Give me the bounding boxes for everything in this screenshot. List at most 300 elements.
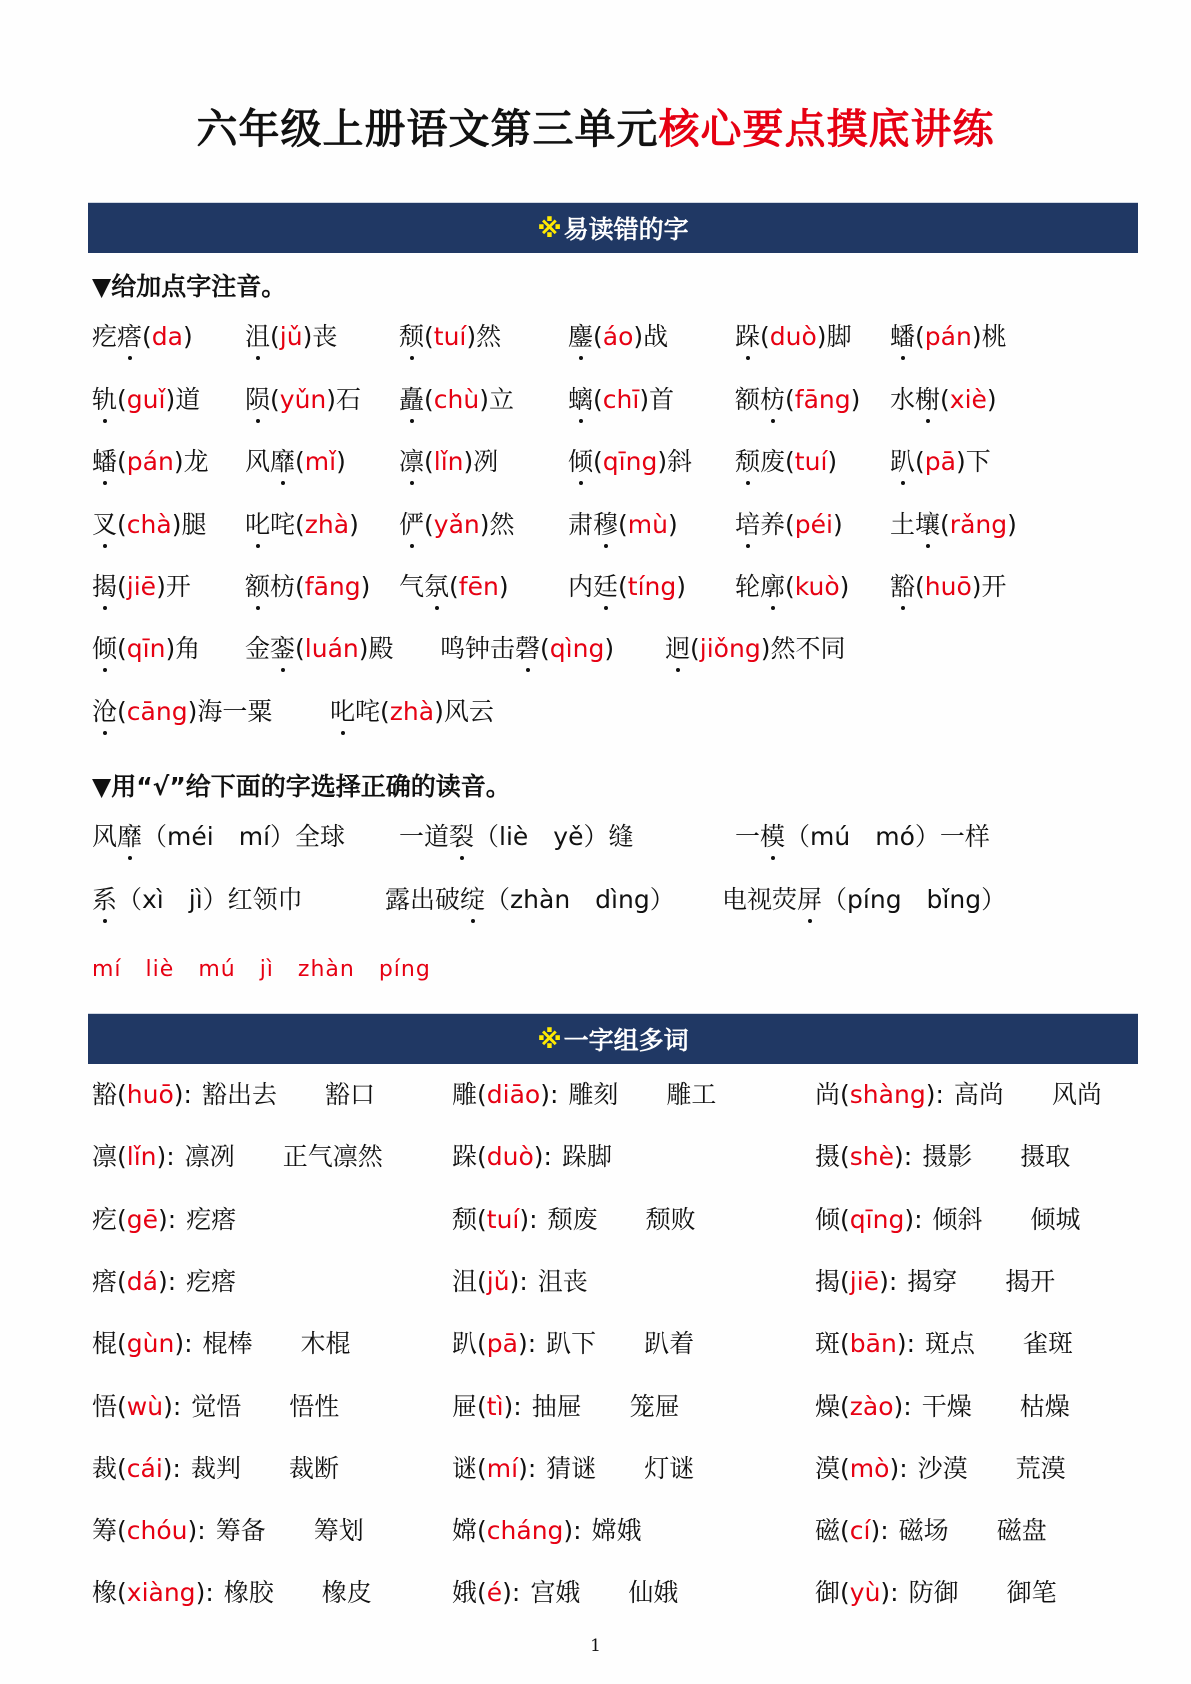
- word-group-row: [452, 1516, 642, 1546]
- pinyin: duò: [486, 1142, 534, 1172]
- paren: (: [270, 385, 280, 414]
- pinyin: pán: [924, 322, 972, 351]
- annotate-item: [735, 572, 849, 602]
- paren: ):: [503, 1391, 522, 1421]
- word: 趴下: [546, 1329, 597, 1359]
- annotate-item: [735, 510, 843, 540]
- word: 宫娥: [530, 1578, 581, 1608]
- paren: (: [540, 634, 550, 663]
- dotted-char: 蟠: [92, 447, 118, 476]
- head-char: 橡: [92, 1578, 118, 1608]
- paren: ): [498, 572, 509, 601]
- paren: (: [618, 510, 628, 539]
- word: 棍棒: [202, 1329, 253, 1359]
- dotted-char: 揭: [92, 572, 118, 601]
- paren: ):: [563, 1516, 582, 1546]
- pinyin: tuí: [433, 322, 467, 351]
- dotted-char: 倾: [568, 447, 594, 476]
- char: 肃: [568, 510, 594, 539]
- head-char: 尚: [815, 1080, 841, 1109]
- pinyin: mò: [849, 1453, 890, 1483]
- paren: (: [840, 1142, 850, 1172]
- paren: (: [117, 1204, 127, 1234]
- paren: ): [971, 322, 982, 351]
- pinyin: shàng: [849, 1080, 926, 1109]
- answer: jì: [259, 957, 274, 982]
- pinyin: mí: [486, 1453, 519, 1483]
- char: 鸣钟击: [440, 634, 516, 663]
- annotate-item: [890, 510, 1017, 540]
- head-char: 漠: [815, 1453, 841, 1483]
- word: 磁场: [898, 1516, 949, 1546]
- paren: (: [380, 697, 390, 726]
- paren: ): [633, 322, 644, 351]
- char: 金: [245, 634, 271, 663]
- word: 嫦娥: [591, 1516, 642, 1546]
- paren: ):: [518, 1453, 537, 1483]
- pinyin: zhà: [389, 697, 435, 726]
- word: 抽屉: [531, 1391, 582, 1421]
- paren: (: [477, 1266, 487, 1296]
- paren: ):: [533, 1142, 552, 1172]
- pinyin: tíng: [627, 572, 677, 601]
- pinyin: xiàng: [126, 1578, 196, 1608]
- annotate-item: [245, 572, 370, 602]
- paren: ):: [870, 1516, 889, 1546]
- dotted-char: 陨: [245, 385, 271, 414]
- pinyin: da: [151, 322, 183, 351]
- paren: (: [940, 385, 950, 414]
- paren: ): [165, 634, 176, 663]
- char: 然: [476, 322, 502, 351]
- char: 露出破: [385, 885, 461, 914]
- dotted-char: 沧: [92, 697, 118, 726]
- word-group-row: [92, 1578, 372, 1608]
- answer: píng: [378, 957, 431, 982]
- dotted-char: 叱: [245, 510, 271, 539]
- paren: (: [840, 1453, 850, 1483]
- annotate-item: [735, 385, 860, 415]
- dotted-char: 鏖: [568, 322, 594, 351]
- paren: ):: [174, 1329, 193, 1359]
- paren: (: [593, 322, 603, 351]
- word-group-row: [815, 1329, 1073, 1359]
- word-group-row: [92, 1142, 383, 1172]
- word: 筹划: [313, 1516, 364, 1546]
- paren: (: [593, 447, 603, 476]
- pinyin: áo: [602, 322, 634, 351]
- pinyin: pā: [924, 447, 956, 476]
- char: 一道: [399, 822, 450, 851]
- word: 橡皮: [321, 1578, 372, 1608]
- reference-mark-icon: ※: [537, 213, 562, 243]
- word: 裁判: [190, 1453, 241, 1483]
- word: 防御: [908, 1578, 959, 1608]
- word-group-row: [452, 1329, 694, 1359]
- word: 干燥: [921, 1391, 972, 1421]
- paren: (: [690, 634, 700, 663]
- paren: (: [424, 447, 434, 476]
- word: 疙瘩: [186, 1266, 237, 1296]
- head-char: 倾: [815, 1204, 841, 1234]
- word-group-row: [92, 1454, 339, 1484]
- head-char: 悟: [92, 1391, 118, 1421]
- char: 一: [735, 822, 761, 851]
- char: 殿: [368, 634, 394, 663]
- word: 颓败: [645, 1204, 696, 1234]
- word: 倾城: [1030, 1204, 1081, 1234]
- char: 斜: [667, 447, 693, 476]
- pinyin: zhà: [304, 510, 350, 539]
- char: 水: [890, 385, 916, 414]
- title-red: 核心要点摸底讲练: [658, 105, 995, 153]
- word-group-row: [452, 1578, 678, 1608]
- paren: ):: [540, 1080, 559, 1109]
- paren: (: [477, 1329, 487, 1359]
- char: 开: [981, 572, 1007, 601]
- paren: (: [424, 510, 434, 539]
- char: 桃: [981, 322, 1007, 351]
- char: 养: [760, 510, 786, 539]
- dotted-char: 枋: [760, 385, 786, 414]
- annotate-item: [568, 447, 692, 477]
- head-char: 谜: [452, 1453, 478, 1483]
- paren: (: [840, 1516, 850, 1546]
- dotted-char: 绽: [460, 885, 486, 914]
- word: 橡胶: [223, 1578, 274, 1608]
- answer: mí: [92, 957, 122, 982]
- paren: ): [657, 447, 668, 476]
- choice-item: [92, 885, 303, 915]
- pinyin: chù: [433, 385, 480, 414]
- paren: ): [302, 322, 313, 351]
- word: 磁盘: [996, 1516, 1047, 1546]
- paren: (: [785, 510, 795, 539]
- word: 仙娥: [628, 1578, 679, 1608]
- head-char: 筹: [92, 1516, 118, 1546]
- annotate-item: [245, 634, 394, 664]
- annotate-item: [568, 572, 686, 602]
- paren: (: [618, 572, 628, 601]
- pinyin: pā: [486, 1329, 518, 1359]
- paren: (: [477, 1142, 487, 1172]
- pinyin: lǐn: [433, 447, 464, 476]
- annotate-item: [399, 572, 509, 602]
- word: 雀斑: [1023, 1329, 1074, 1359]
- options: （liè yě）: [474, 822, 609, 851]
- pinyin: zào: [849, 1391, 894, 1421]
- dotted-char: 榭: [915, 385, 941, 414]
- paren: (: [477, 1080, 487, 1109]
- pinyin: chī: [602, 385, 640, 414]
- word-group-row: [452, 1454, 694, 1484]
- annotate-item: [735, 322, 852, 352]
- paren: ):: [509, 1266, 528, 1296]
- word-group-row: [452, 1080, 716, 1110]
- char: 然: [489, 510, 515, 539]
- annotate-item: [245, 385, 361, 415]
- word-group-row: [92, 1329, 351, 1359]
- paren: ): [326, 385, 337, 414]
- char: 全球: [295, 822, 346, 851]
- answer: mú: [198, 957, 236, 982]
- pinyin: yǎn: [433, 510, 480, 539]
- head-char: 瘩: [92, 1266, 118, 1296]
- dotted-char: 氛: [424, 572, 450, 601]
- paren: ): [187, 697, 198, 726]
- head-char: 屉: [452, 1391, 478, 1421]
- dotted-char: 跺: [735, 322, 761, 351]
- paren: (: [270, 322, 280, 351]
- dotted-char: 轨: [92, 385, 118, 414]
- paren: (: [117, 1453, 127, 1483]
- dotted-char: 俨: [399, 510, 425, 539]
- pinyin: bān: [849, 1329, 897, 1359]
- paren: ):: [195, 1578, 214, 1608]
- pinyin: tì: [486, 1391, 504, 1421]
- paren: ): [183, 322, 193, 351]
- char: 丧: [312, 322, 338, 351]
- char: 立: [488, 385, 514, 414]
- word: 趴着: [644, 1329, 695, 1359]
- dotted-char: 廓: [760, 572, 786, 601]
- head-char: 娥: [452, 1578, 478, 1608]
- char: 腿: [181, 510, 207, 539]
- paren: ):: [904, 1204, 923, 1234]
- word: 跺脚: [561, 1142, 612, 1172]
- char: 疙: [92, 322, 118, 351]
- word: 悟性: [289, 1391, 340, 1421]
- paren: (: [117, 1329, 127, 1359]
- paren: (: [117, 1578, 127, 1608]
- dotted-char: 壤: [915, 510, 941, 539]
- pinyin: gùn: [126, 1329, 175, 1359]
- section-header-multi-words: [88, 1013, 1138, 1064]
- annotate-item: [399, 510, 515, 540]
- choice-item: [735, 822, 990, 852]
- word-group-row: [452, 1205, 696, 1235]
- dotted-char: 沮: [245, 322, 271, 351]
- pinyin: péi: [794, 510, 833, 539]
- char: 海一粟: [197, 697, 273, 726]
- paren: (: [915, 322, 925, 351]
- paren: (: [117, 1142, 127, 1172]
- choice-item: [92, 822, 345, 852]
- char: 风云: [443, 697, 494, 726]
- paren: ): [850, 385, 861, 414]
- dotted-char: 穆: [593, 510, 619, 539]
- char: 缝: [608, 822, 634, 851]
- paren: (: [117, 1516, 127, 1546]
- paren: (: [424, 322, 434, 351]
- paren: (: [142, 322, 152, 351]
- paren: (: [840, 1578, 850, 1608]
- word: 觉悟: [191, 1391, 242, 1421]
- word: 高尚: [953, 1080, 1004, 1109]
- dotted-char: 趴: [890, 447, 916, 476]
- paren: ):: [519, 1204, 538, 1234]
- pinyin: jǔ: [279, 322, 303, 351]
- head-char: 嫦: [452, 1516, 478, 1546]
- head-char: 跺: [452, 1142, 478, 1172]
- annotate-item: [890, 447, 991, 477]
- dotted-char: 裂: [449, 822, 475, 851]
- word: 凛冽: [184, 1142, 235, 1172]
- paren: (: [840, 1329, 850, 1359]
- annotate-item: [735, 447, 837, 477]
- word: 倾斜: [932, 1204, 983, 1234]
- dotted-char: 蟠: [890, 322, 916, 351]
- paren: ): [816, 322, 827, 351]
- section-heading: 一字组多词: [563, 1026, 689, 1055]
- char: 风: [92, 822, 118, 851]
- pinyin: jiē: [849, 1266, 880, 1296]
- char: 轮: [735, 572, 761, 601]
- paren: ):: [896, 1329, 916, 1359]
- word-group-row: [815, 1080, 1102, 1110]
- paren: (: [117, 447, 127, 476]
- pinyin: guǐ: [126, 385, 166, 414]
- char: 红领巾: [227, 885, 303, 914]
- choice-item: [399, 822, 634, 852]
- head-char: 御: [815, 1578, 841, 1608]
- annotate-item: [92, 697, 272, 727]
- annotate-item: [568, 510, 678, 540]
- pinyin: diāo: [486, 1080, 541, 1109]
- char: 下: [965, 447, 991, 476]
- instruction-annotate: ▼给加点字注音。: [92, 272, 287, 301]
- word: 揭穿: [907, 1266, 958, 1296]
- pinyin: duò: [769, 322, 817, 351]
- char: 道: [175, 385, 201, 414]
- dotted-char: 模: [760, 822, 786, 851]
- paren: ):: [517, 1329, 537, 1359]
- paren: ):: [893, 1391, 912, 1421]
- word-group-row: [92, 1205, 236, 1235]
- head-char: 裁: [92, 1453, 118, 1483]
- paren: (: [915, 447, 925, 476]
- pinyin: jiǒng: [699, 634, 761, 663]
- paren: ):: [502, 1578, 521, 1608]
- char: 土: [890, 510, 916, 539]
- options: （píng bǐng）: [822, 885, 1007, 914]
- word-group-row: [92, 1267, 236, 1297]
- word: 裁断: [289, 1453, 340, 1483]
- choice-item: [722, 885, 1006, 915]
- paren: (: [117, 385, 127, 414]
- dotted-char: 迥: [665, 634, 691, 663]
- paren: (: [117, 572, 127, 601]
- pinyin: mù: [627, 510, 668, 539]
- answer: liè: [145, 957, 175, 982]
- paren: ): [760, 634, 771, 663]
- paren: ): [360, 572, 371, 601]
- pinyin: kuò: [794, 572, 840, 601]
- pinyin: fēn: [458, 572, 499, 601]
- paren: ):: [157, 1266, 177, 1296]
- paren: (: [840, 1080, 850, 1109]
- word: 豁口: [324, 1080, 375, 1109]
- pinyin: qīn: [126, 634, 166, 663]
- annotate-item: [568, 322, 668, 352]
- annotate-item: [92, 572, 191, 602]
- char: 废: [760, 447, 786, 476]
- pinyin: gē: [126, 1204, 159, 1234]
- pinyin: jiē: [126, 572, 157, 601]
- word: 荒漠: [1015, 1453, 1066, 1483]
- dotted-char: 靡: [117, 822, 143, 851]
- head-char: 摄: [815, 1142, 841, 1172]
- title-black: 六年级上册语文第三单元: [196, 105, 659, 153]
- paren: ): [173, 447, 184, 476]
- dotted-char: 倾: [92, 634, 118, 663]
- annotate-item: [92, 322, 193, 352]
- word: 颓废: [547, 1204, 598, 1234]
- char: 咤: [355, 697, 381, 726]
- paren: (: [840, 1391, 850, 1421]
- paren: (: [117, 1080, 127, 1109]
- annotate-item: [330, 697, 494, 727]
- paren: (: [760, 322, 770, 351]
- paren: (: [295, 634, 305, 663]
- word: 木棍: [300, 1329, 351, 1359]
- pinyin: fāng: [794, 385, 851, 414]
- word-group-row: [815, 1454, 1066, 1484]
- dotted-char: 廷: [593, 572, 619, 601]
- section-heading: 易读错的字: [563, 215, 689, 244]
- answer-key: [92, 957, 455, 982]
- annotate-item: [92, 510, 206, 540]
- paren: (: [477, 1516, 487, 1546]
- paren: ): [466, 322, 477, 351]
- word: 沮丧: [537, 1266, 588, 1296]
- paren: ):: [173, 1080, 192, 1109]
- dotted-char: 矗: [399, 385, 425, 414]
- options: （xì jì）: [117, 885, 228, 914]
- pinyin: yǔn: [279, 385, 327, 414]
- paren: ):: [162, 1453, 181, 1483]
- dotted-char: 额: [245, 572, 271, 601]
- head-char: 趴: [452, 1329, 478, 1359]
- dotted-char: 豁: [890, 572, 916, 601]
- word: 雕工: [666, 1080, 717, 1109]
- pinyin: qīng: [849, 1204, 905, 1234]
- answer: zhàn: [297, 957, 355, 982]
- dotted-char: 凛: [399, 447, 425, 476]
- paren: (: [295, 572, 305, 601]
- dotted-char: 屏: [797, 885, 823, 914]
- paren: ): [827, 447, 838, 476]
- annotate-item: [399, 447, 498, 477]
- char: 开: [165, 572, 191, 601]
- annotate-item: [92, 634, 200, 664]
- annotate-item: [399, 385, 514, 415]
- paren: (: [840, 1266, 850, 1296]
- pinyin: qīng: [602, 447, 658, 476]
- paren: ):: [925, 1080, 944, 1109]
- pinyin: huō: [924, 572, 972, 601]
- paren: ): [336, 447, 346, 476]
- word: 风尚: [1051, 1080, 1102, 1109]
- head-char: 沮: [452, 1266, 478, 1296]
- pinyin: é: [486, 1578, 503, 1608]
- annotate-item: [245, 322, 337, 352]
- head-char: 颓: [452, 1204, 478, 1234]
- pinyin: chà: [126, 510, 172, 539]
- options: （zhàn dìng）: [485, 885, 675, 914]
- paren: (: [785, 385, 795, 414]
- char: 然不同: [770, 634, 846, 663]
